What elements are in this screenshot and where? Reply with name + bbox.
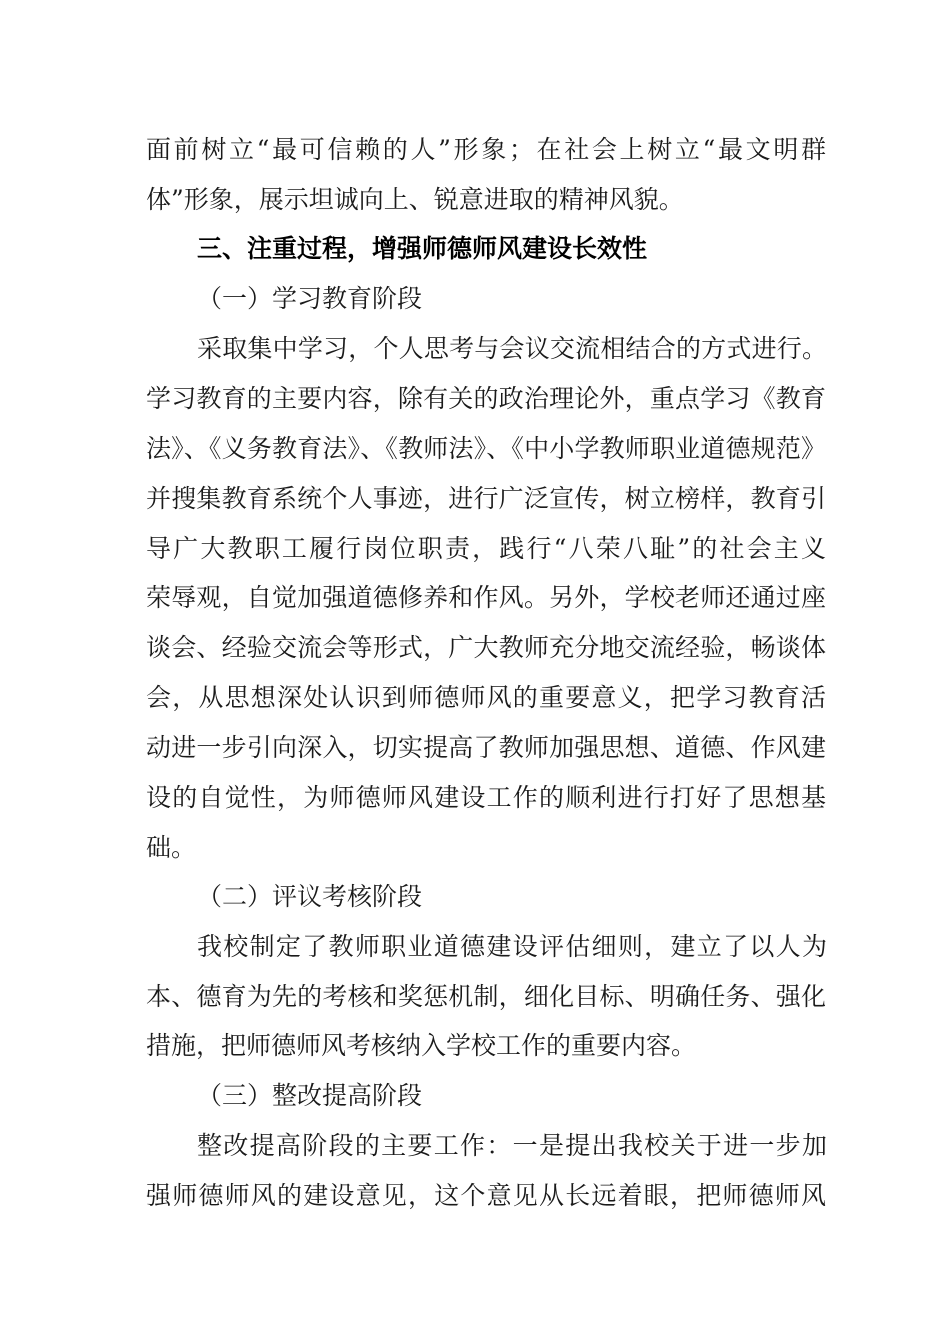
body-text-line: 整改提高阶段的主要工作：一是提出我校关于进一步加 [197, 1131, 827, 1160]
body-text-line: 谈会、经验交流会等形式，广大教师充分地交流经验，畅谈体 [146, 633, 826, 662]
body-text-line: 会，从思想深处认识到师德师风的重要意义，把学习教育活 [146, 683, 826, 712]
body-text-line: 法》、《义务教育法》、《教师法》、《中小学教师职业道德规范》 [146, 434, 826, 463]
body-text-line: 础。 [146, 833, 197, 862]
body-text-line: 并搜集教育系统个人事迹，进行广泛宣传，树立榜样，教育引 [146, 484, 826, 513]
body-text-line: 设的自觉性，为师德师风建设工作的顺利进行打好了思想基 [146, 783, 826, 812]
body-text-line: 动进一步引向深入，切实提高了教师加强思想、道德、作风建 [146, 733, 826, 762]
body-text-line: 面前树立“最可信赖的人”形象；在社会上树立“最文明群 [146, 135, 826, 164]
subsection-heading: （一）学习教育阶段 [197, 284, 423, 313]
subsection-heading: （三）整改提高阶段 [197, 1081, 423, 1110]
body-text-line: 我校制定了教师职业道德建设评估细则，建立了以人为 [197, 932, 827, 961]
section-heading: 三、注重过程，增强师德师风建设长效性 [197, 234, 648, 263]
body-text-line: 荣辱观，自觉加强道德修养和作风。另外，学校老师还通过座 [146, 583, 826, 612]
body-text-line: 强师德师风的建设意见，这个意见从长远着眼，把师德师风 [146, 1181, 826, 1210]
subsection-heading: （二）评议考核阶段 [197, 882, 423, 911]
body-text-line: 措施，把师德师风考核纳入学校工作的重要内容。 [146, 1031, 697, 1060]
body-text-line: 本、德育为先的考核和奖惩机制，细化目标、明确任务、强化 [146, 982, 826, 1011]
body-text-line: 导广大教职工履行岗位职责，践行“八荣八耻”的社会主义 [146, 534, 826, 563]
body-text-line: 学习教育的主要内容，除有关的政治理论外，重点学习《教育 [146, 384, 826, 413]
body-text-line: 体”形象，展示坦诚向上、锐意进取的精神风貌。 [146, 185, 684, 214]
body-text-line: 采取集中学习，个人思考与会议交流相结合的方式进行。 [197, 334, 827, 363]
